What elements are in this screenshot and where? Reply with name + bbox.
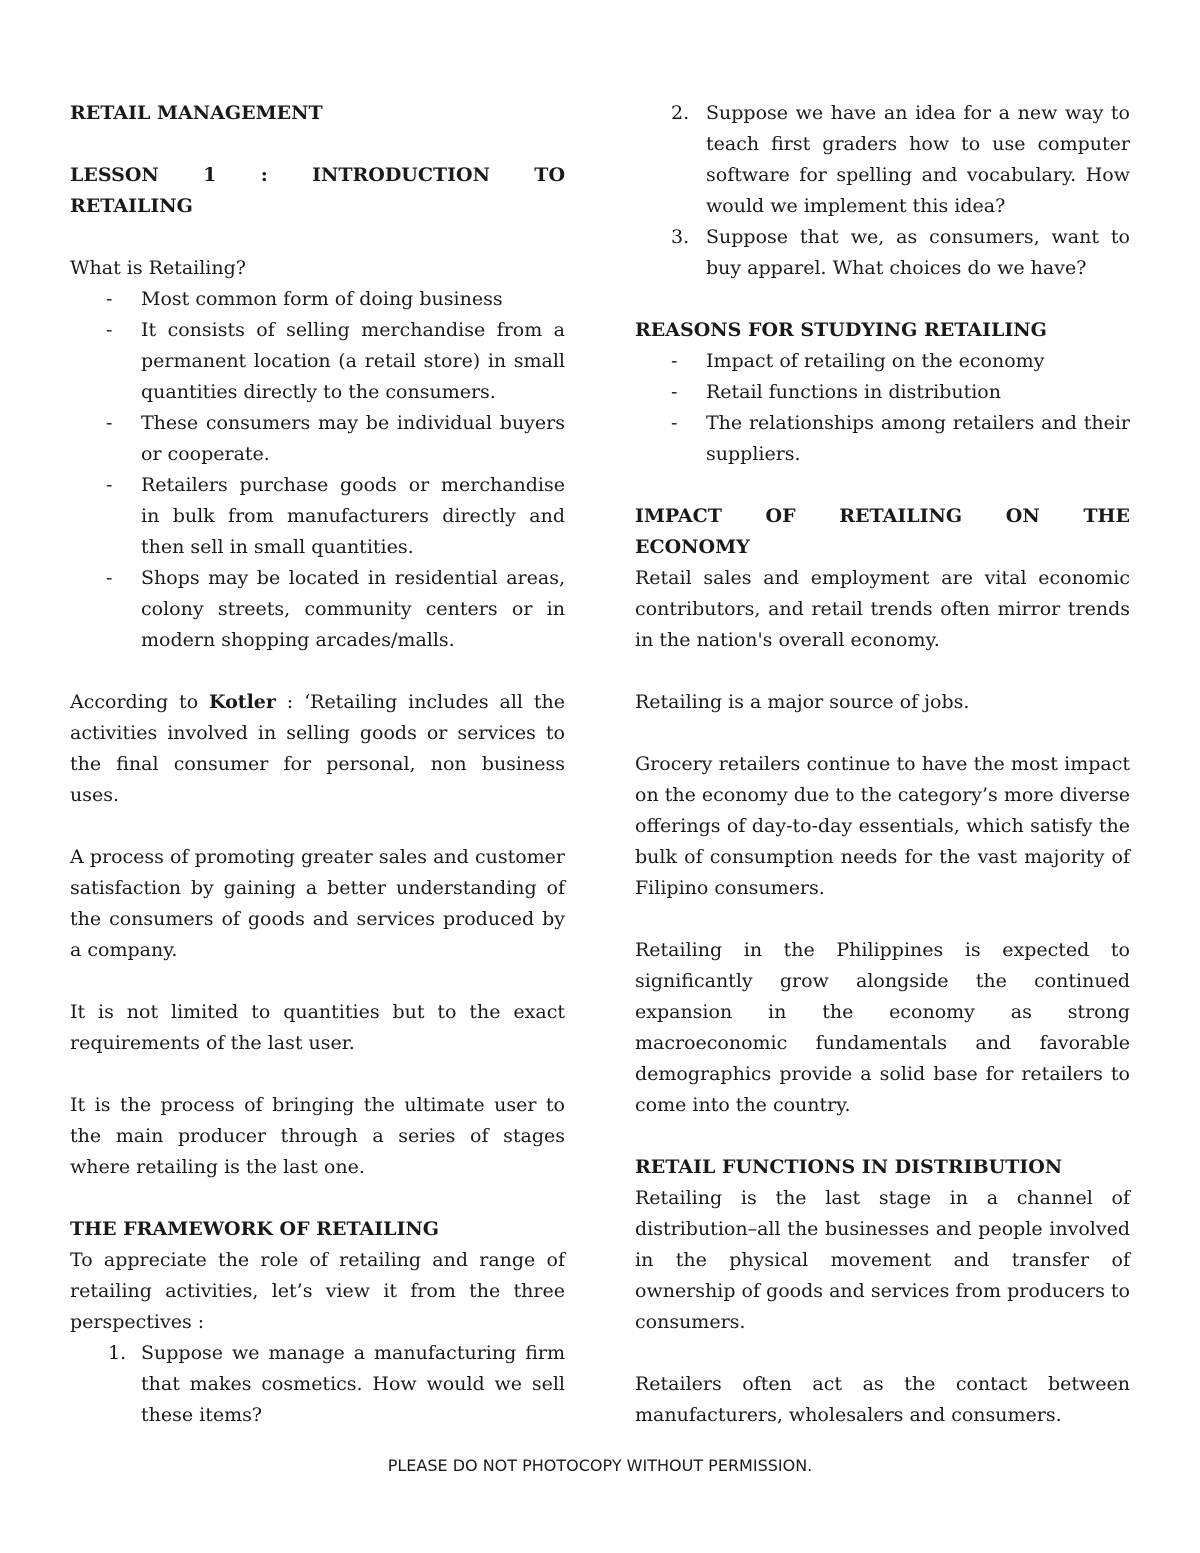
list-item: 2. Suppose we have an idea for a new way to teach first graders how to use computer software for spelling and vocabulary. How would we implement this idea? (635, 98, 1130, 222)
framework-list (70, 1338, 565, 1431)
what-is-retailing-list (70, 284, 565, 656)
kotler-name: Kotler (209, 691, 276, 713)
dash-marker: - (671, 350, 678, 372)
lesson-heading-line1: LESSON 1 : INTRODUCTION TO (70, 164, 565, 186)
reasons-heading: REASONS FOR STUDYING RETAILING (635, 319, 1047, 341)
list-item: - These consumers may be individual buyers or cooperate. (70, 408, 565, 470)
dash-marker: - (106, 288, 113, 310)
paragraph-process: A process of promoting greater sales and customer satisfaction by gaining a better understanding of the consumers of goods and services produced by a company. (70, 846, 565, 961)
kotler-definition: According to Kotler : ‘Retailing includes all the activities involved in selling goods or services to the final consumer for personal, non business uses. (70, 691, 565, 806)
left-column (70, 98, 565, 1431)
list-number: 2. (671, 102, 690, 124)
framework-intro: To appreciate the role of retailing and range of retailing activities, let’s view it from the three perspectives : (70, 1249, 565, 1333)
document-title: RETAIL MANAGEMENT (70, 102, 323, 124)
list-item: 1. Suppose we manage a manufacturing firm that makes cosmetics. How would we sell these items? (70, 1338, 565, 1431)
dash-marker: - (106, 474, 113, 496)
dash-marker: - (671, 412, 678, 434)
impact-heading-line2: ECONOMY (635, 536, 750, 558)
dash-marker: - (106, 567, 113, 589)
impact-paragraph-2: Retailing is a major source of jobs. (635, 691, 970, 713)
reasons-list (635, 346, 1130, 470)
dash-marker: - (106, 319, 113, 341)
impact-paragraph-4: Retailing in the Philippines is expected to significantly grow alongside the continued expansion in the economy as strong macroeconomic fundamentals and favorable demographics provide a solid base for retailers to come into the country. (635, 939, 1130, 1116)
list-item: - The relationships among retailers and their suppliers. (635, 408, 1130, 470)
list-item: - Impact of retailing on the economy (635, 346, 1130, 377)
list-item: - Retail functions in distribution (635, 377, 1130, 408)
lesson-heading-line2: RETAILING (70, 195, 193, 217)
list-number: 1. (108, 1342, 127, 1364)
footer-notice: PLEASE DO NOT PHOTOCOPY WITHOUT PERMISSION. (387, 1456, 813, 1475)
impact-paragraph-3: Grocery retailers continue to have the most impact on the economy due to the category’s more diverse offerings of day-to-day essentials, which satisfy the bulk of consumption needs for the vast majority of Filipino consumers. (635, 753, 1130, 899)
paragraph-bringing: It is the process of bringing the ultimate user to the main producer through a series of stages where retailing is the last one. (70, 1094, 565, 1178)
list-number: 3. (671, 226, 690, 248)
functions-heading: RETAIL FUNCTIONS IN DISTRIBUTION (635, 1156, 1063, 1178)
list-item: - Shops may be located in residential areas, colony streets, community centers or in modern shopping arcades/malls. (70, 563, 565, 656)
paragraph-limited: It is not limited to quantities but to the exact requirements of the last user. (70, 1001, 565, 1054)
list-item: - Retailers purchase goods or merchandise in bulk from manufacturers directly and then sell in small quantities. (70, 470, 565, 563)
functions-paragraph-1: Retailing is the last stage in a channel of distribution–all the businesses and people involved in the physical movement and transfer of ownership of goods and services from producers to consumers. (635, 1187, 1130, 1333)
list-item: - It consists of selling merchandise from a permanent location (a retail store) in small quantities directly to the consumers. (70, 315, 565, 408)
dash-marker: - (671, 381, 678, 403)
list-item: 3. Suppose that we, as consumers, want to buy apparel. What choices do we have? (635, 222, 1130, 284)
framework-heading: THE FRAMEWORK OF RETAILING (70, 1218, 440, 1240)
impact-heading-line1: IMPACT OF RETAILING ON THE (635, 505, 1130, 527)
list-item: - Most common form of doing business (70, 284, 565, 315)
functions-paragraph-2: Retailers often act as the contact between manufacturers, wholesalers and consumers. (635, 1373, 1130, 1426)
impact-paragraph-1: Retail sales and employment are vital economic contributors, and retail trends often mirror trends in the nation's overall economy. (635, 567, 1130, 651)
what-is-retailing-heading: What is Retailing? (70, 257, 246, 279)
framework-list-continued (635, 98, 1130, 284)
right-column (635, 98, 1130, 1431)
dash-marker: - (106, 412, 113, 434)
